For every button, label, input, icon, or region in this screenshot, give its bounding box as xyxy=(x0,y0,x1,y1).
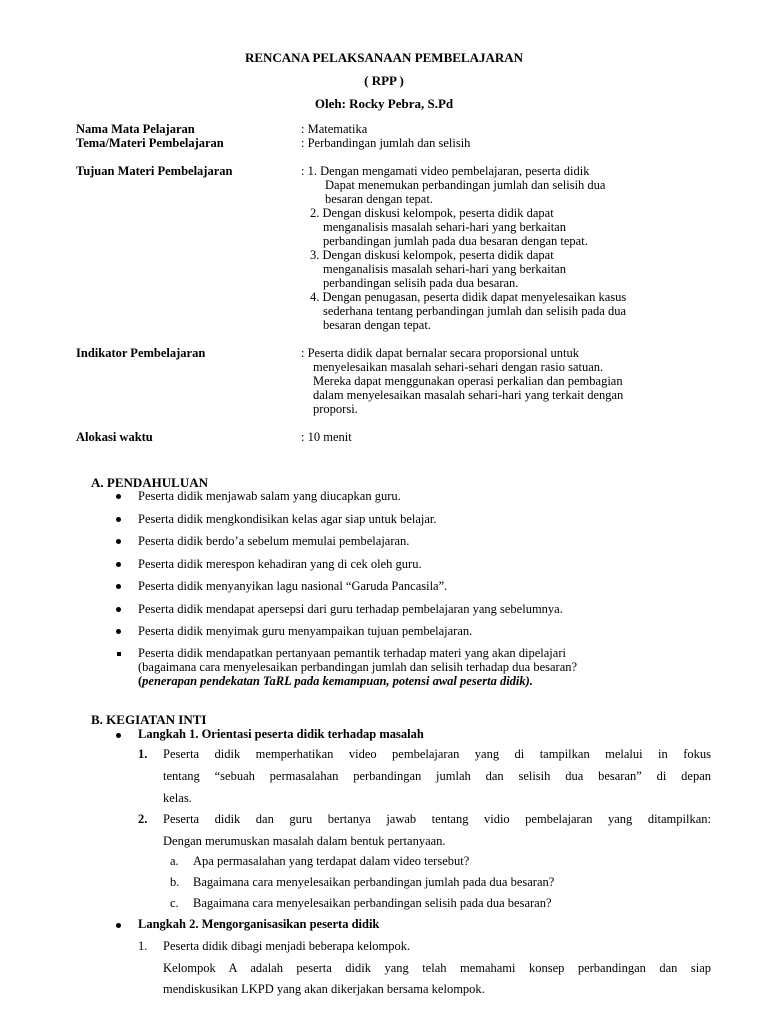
tujuan-label: Tujuan Materi Pembelajaran xyxy=(76,164,233,178)
l1-item1-line: Peserta didik memperhatikan video pembelajaran yang di tampilkan melalui in fokus xyxy=(163,747,711,761)
pendahuluan-item: Peserta didik menyimak guru menyampaikan tujuan pembelajaran. xyxy=(138,624,473,638)
tujuan-line: : 1. Dengan mengamati video pembelajaran, peserta didik xyxy=(301,164,590,178)
doc-subtitle: ( RPP ) xyxy=(364,73,404,88)
tarl-note: penerapan pendekatan TaRL pada kemampuan, potensi awal peserta didik). xyxy=(142,674,533,688)
tujuan-line: besaran dengan tepat. xyxy=(325,192,433,206)
indikator-label: Indikator Pembelajaran xyxy=(76,346,206,360)
tujuan-line: 3. Dengan diskusi kelompok, peserta didik dapat xyxy=(310,248,554,262)
tujuan-line: 4. Dengan penugasan, peserta didik dapat menyelesaikan kasus xyxy=(310,290,627,304)
l2-item1-extra: Kelompok A adalah peserta didik yang telah memahami konsep perbandingan dan siap xyxy=(163,961,711,975)
bullet-icon xyxy=(116,733,121,738)
pendahuluan-item: Peserta didik berdo’a sebelum memulai pembelajaran. xyxy=(138,534,410,548)
pendahuluan-item: (bagaimana cara menyelesaikan perbandingan jumlah dan selisih terhadap dua besaran? xyxy=(138,660,578,674)
l1-item2-line: Peserta didik dan guru bertanya jawab tentang vidio pembelajaran yang ditampilkan: xyxy=(163,812,711,826)
tema-label: Tema/Materi Pembelajaran xyxy=(76,136,224,150)
sub-letter: b. xyxy=(170,875,180,889)
indikator-line: proporsi. xyxy=(313,402,358,416)
sub-letter: c. xyxy=(170,896,179,910)
bullet-icon xyxy=(116,923,121,928)
pendahuluan-item: Peserta didik merespon kehadiran yang di cek oleh guru. xyxy=(138,557,422,571)
pendahuluan-item: Peserta didik menjawab salam yang diucapkan guru. xyxy=(138,489,401,503)
l1-item2-line: Dengan merumuskan masalah dalam bentuk pertanyaan. xyxy=(163,834,446,848)
square-bullet-icon xyxy=(117,652,121,656)
tujuan-line: menganalisis masalah sehari-hari yang berkaitan xyxy=(323,262,566,276)
pendahuluan-item: Peserta didik mendapatkan pertanyaan pemantik terhadap materi yang akan dipelajari xyxy=(138,646,566,660)
doc-author: Oleh: Rocky Pebra, S.Pd xyxy=(314,96,454,111)
sub-letter: a. xyxy=(170,854,179,868)
l1-item1-line: kelas. xyxy=(163,791,192,805)
indikator-line: : Peserta didik dapat bernalar secara proporsional untuk xyxy=(301,346,580,360)
l1-item1-line: tentang “sebuah permasalahan perbandingan jumlah dan selisih dua besaran” di depan xyxy=(163,769,711,783)
bullet-icon xyxy=(116,584,121,589)
sub-item: Bagaimana cara menyelesaikan perbandingan selisih pada dua besaran? xyxy=(193,896,552,910)
sub-item: Bagaimana cara menyelesaikan perbandingan jumlah pada dua besaran? xyxy=(193,875,555,889)
tujuan-line: perbandingan selisih pada dua besaran. xyxy=(323,276,519,290)
pendahuluan-item-open: (penerapan pendekatan TaRL pada kemampuan, potensi awal peserta didik). xyxy=(138,674,533,688)
pendahuluan-item: Peserta didik menyanyikan lagu nasional “Garuda Pancasila”. xyxy=(138,579,448,593)
bullet-icon xyxy=(116,562,121,567)
bullet-icon xyxy=(116,494,121,499)
alokasi-value: : 10 menit xyxy=(301,430,352,444)
indikator-line: dalam menyelesaikan masalah sehari-hari yang terkait dengan xyxy=(313,388,624,402)
bullet-icon xyxy=(116,517,121,522)
sub-item: Apa permasalahan yang terdapat dalam video tersebut? xyxy=(193,854,470,868)
indikator-line: menyelesaikan masalah sehari-sehari dengan rasio satuan. xyxy=(313,360,604,374)
l2-item1: Peserta didik dibagi menjadi beberapa kelompok. xyxy=(163,939,411,953)
langkah-2-heading: Langkah 2. Mengorganisasikan peserta didik xyxy=(138,917,380,931)
tujuan-line: menganalisis masalah sehari-hari yang berkaitan xyxy=(323,220,566,234)
tujuan-line: Dapat menemukan perbandingan jumlah dan selisih dua xyxy=(325,178,606,192)
langkah-1-heading: Langkah 1. Orientasi peserta didik terhadap masalah xyxy=(138,727,424,741)
bullet-icon xyxy=(116,629,121,634)
l2-item1-extra: mendiskusikan LKPD yang akan dikerjakan bersama kelompok. xyxy=(163,982,485,996)
tema-value: : Perbandingan jumlah dan selisih xyxy=(301,136,471,150)
tujuan-line: 2. Dengan diskusi kelompok, peserta didik dapat xyxy=(310,206,554,220)
tujuan-line: sederhana tentang perbandingan jumlah dan selisih pada dua xyxy=(323,304,627,318)
pendahuluan-item: Peserta didik mengkondisikan kelas agar siap untuk belajar. xyxy=(138,512,437,526)
tujuan-line: besaran dengan tepat. xyxy=(323,318,431,332)
bullet-icon xyxy=(116,607,121,612)
mapel-label: Nama Mata Pelajaran xyxy=(76,122,195,136)
doc-title: RENCANA PELAKSANAAN PEMBELAJARAN xyxy=(244,50,524,65)
tujuan-line: perbandingan jumlah pada dua besaran dengan tepat. xyxy=(323,234,588,248)
alokasi-label: Alokasi waktu xyxy=(76,430,153,444)
pendahuluan-item: Peserta didik mendapat apersepsi dari guru terhadap pembelajaran yang sebelumnya. xyxy=(138,602,563,616)
mapel-value: : Matematika xyxy=(301,122,368,136)
item-number: 2. xyxy=(138,812,148,826)
inti-heading: B. KEGIATAN INTI xyxy=(91,712,207,727)
bullet-icon xyxy=(116,539,121,544)
indikator-line: Mereka dapat menggunakan operasi perkalian dan pembagian xyxy=(313,374,623,388)
item-number: 1. xyxy=(138,747,148,761)
item-number: 1. xyxy=(138,939,148,953)
pendahuluan-heading: A. PENDAHULUAN xyxy=(91,475,208,490)
